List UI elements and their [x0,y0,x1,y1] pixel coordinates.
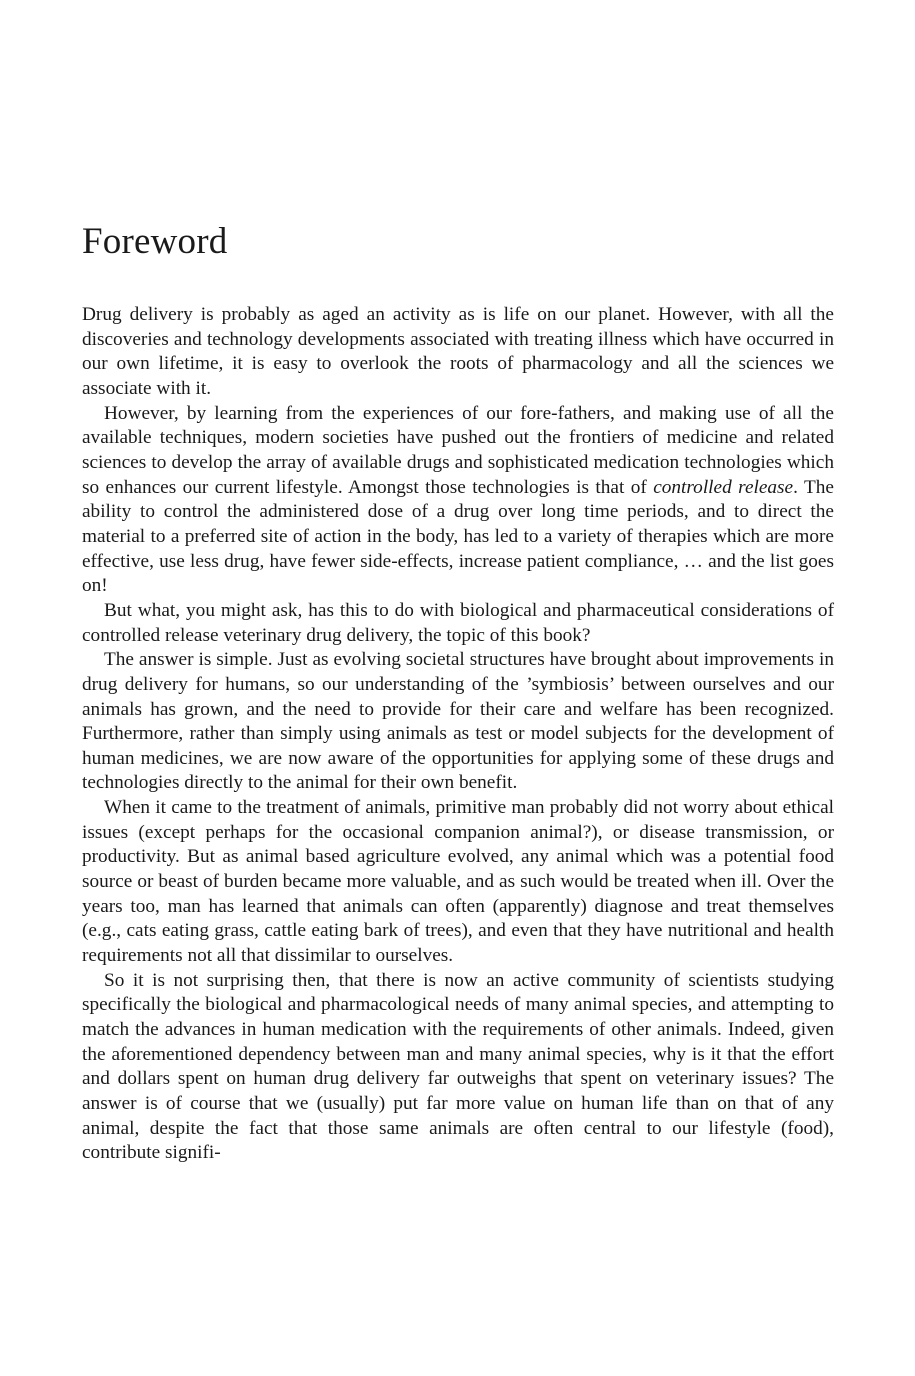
page-title: Foreword [82,221,228,262]
paragraph-3: But what, you might ask, has this to do with biological and pharmaceutical considerations of controlled release veterinary drug delivery, the topic of this book? [82,599,834,646]
paragraph-2-text-start: However, by learning from the experiences of our fore-fathers, and making use of all the available techniques, modern societies have pushed out the frontiers of medicine and related sciences to develop the array of available drugs and sophisticated medication technologies which so enhances our current lifestyle. Amongst those technologies is that of [82,402,834,498]
paragraph-2-text-end: . The ability to control the administered dose of a drug over long time periods, and to direct the material to a preferred site of action in the body, has led to a variety of therapies which are more effective, use less drug, have fewer side-effects, increase patient compliance, … and the list goes on! [82,476,834,597]
foreword-page [82,218,834,1166]
paragraph-1: Drug delivery is probably as aged an activity as is life on our planet. However, with all the discoveries and technology developments associated with treating illness which have occurred in our own lifetime, it is easy to overlook the roots of pharmacology and all the sciences we associate with it. [82,304,834,399]
paragraph-4: The answer is simple. Just as evolving societal structures have brought about improvements in drug delivery for humans, so our understanding of the ’symbiosis’ between ourselves and our animals has grown, and the need to provide for their care and welfare has been recognized. Furthermore, rather than simply using animals as test or model subjects for the development of human medicines, we are now aware of the opportunities for applying some of these drugs and technologies directly to the animal for their own benefit. [82,649,834,794]
paragraph-6: So it is not surprising then, that there is now an active community of scientists studying specifically the biological and pharmacological needs of many animal species, and attempting to match the advances in human medication with the requirements of other animals. Indeed, given the aforementioned dependency between man and many animal species, why is it that the effort and dollars spent on human drug delivery far outweighs that spent on veterinary issues? The answer is of course that we (usually) put far more value on human life than on that of any animal, despite the fact that those same animals are often central to our lifestyle (food), contribute signifi- [82,969,834,1164]
paragraph-5: When it came to the treatment of animals, primitive man probably did not worry about ethical issues (except perhaps for the occasional companion animal?), or disease transmission, or productivity. But as animal based agriculture evolved, any animal which was a potential food source or beast of burden became more valuable, and as such would be treated when ill. Over the years too, man has learned that animals can often (apparently) diagnose and treat themselves (e.g., cats eating grass, cattle eating bark of trees), and even that they have nutritional and health requirements not all that dissimilar to ourselves. [82,797,834,967]
paragraph-2 [82,402,834,599]
emphasis-controlled-release: controlled release [653,476,794,498]
